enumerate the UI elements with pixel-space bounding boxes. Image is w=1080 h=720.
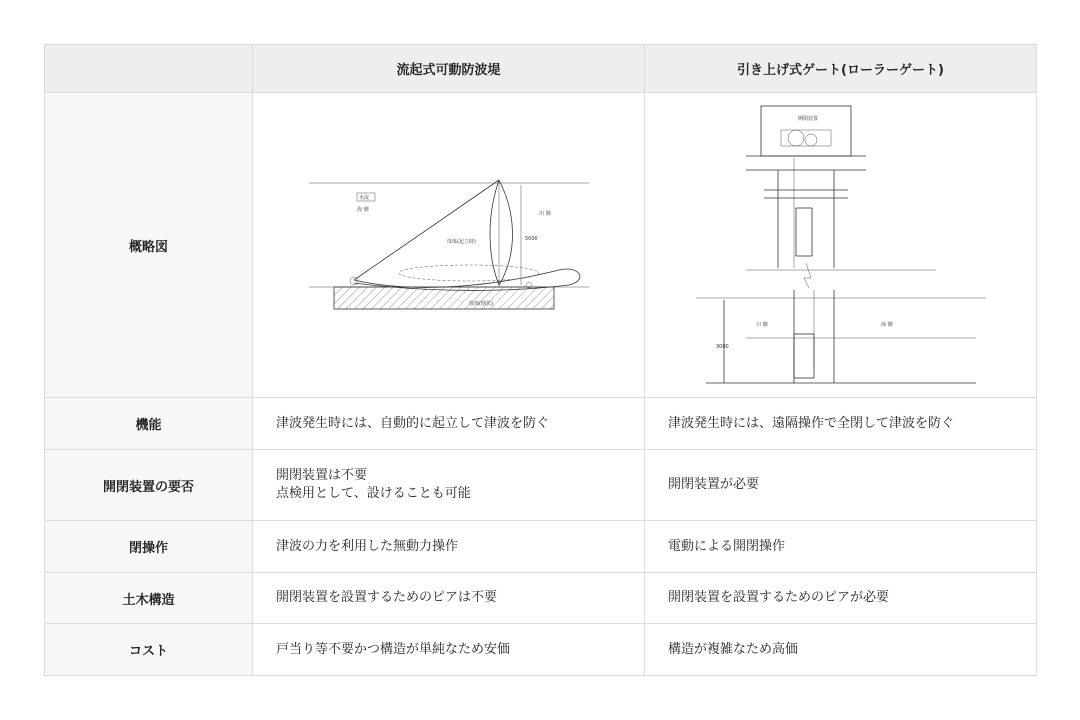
sea-side-label-2: 海 側: [880, 321, 893, 328]
river-side-label-2: 川 側: [755, 321, 768, 328]
river-side-label: 川 側: [538, 211, 551, 217]
raised-body-label: 扉体(起立時): [446, 239, 476, 245]
roller-gate-diagram: [686, 98, 996, 393]
function-roller: 津波発生時には、遠隔操作で全閉して津波を防ぐ: [645, 398, 1037, 450]
row-label-civil-structure: 土木構造: [45, 573, 253, 624]
row-label-diagram: 概略図: [45, 93, 253, 398]
row-diagram: [45, 93, 1037, 398]
flap-gate-diagram-cell: [253, 93, 645, 398]
header-flap-gate: 流起式可動防波堤: [253, 45, 645, 93]
cost-flap: 戸当り等不要かつ構造が単純なため安価: [253, 624, 645, 676]
civil-structure-flap: 開閉装置を設置するためのピアは不要: [253, 573, 645, 624]
row-closing-operation: [45, 521, 1037, 573]
row-label-hoist-required: 開閉装置の要否: [45, 450, 253, 521]
comparison-table: [44, 44, 1037, 676]
lowered-body-label: 扉体(倒伏): [468, 301, 493, 307]
hoist-required-flap: [253, 450, 645, 521]
hoist-required-flap-line1: 開閉装置は不要: [276, 468, 368, 483]
hoist-required-flap-line2: 点検用として、設けることも可能: [276, 486, 471, 501]
dimension-label: 5000: [524, 236, 538, 242]
sea-side-label: 海 側: [356, 207, 369, 213]
row-civil-structure: [45, 573, 1037, 624]
hoist-required-roller: 開閉装置が必要: [645, 450, 1037, 521]
closing-operation-flap: 津波の力を利用した無動力操作: [253, 521, 645, 573]
flap-gate-diagram: [299, 135, 599, 355]
row-hoist-required: [45, 450, 1037, 521]
header-roller-gate: 引き上げ式ゲート(ローラーゲート): [645, 45, 1037, 93]
civil-structure-roller: 開閉装置を設置するためのピアが必要: [645, 573, 1037, 624]
dimension-label-2: 3000: [715, 343, 729, 350]
row-label-function: 機能: [45, 398, 253, 450]
row-function: [45, 398, 1037, 450]
flow-label: 水流: [358, 195, 369, 201]
row-label-closing-operation: 閉操作: [45, 521, 253, 573]
closing-operation-roller: 電動による開閉操作: [645, 521, 1037, 573]
header-row: [45, 45, 1037, 93]
row-label-cost: コスト: [45, 624, 253, 676]
function-flap: 津波発生時には、自動的に起立して津波を防ぐ: [253, 398, 645, 450]
row-cost: [45, 624, 1037, 676]
roller-gate-diagram-cell: [645, 93, 1037, 398]
header-corner: [45, 45, 253, 93]
hoist-label: 開閉装置: [797, 115, 818, 122]
cost-roller: 構造が複雑なため高価: [645, 624, 1037, 676]
